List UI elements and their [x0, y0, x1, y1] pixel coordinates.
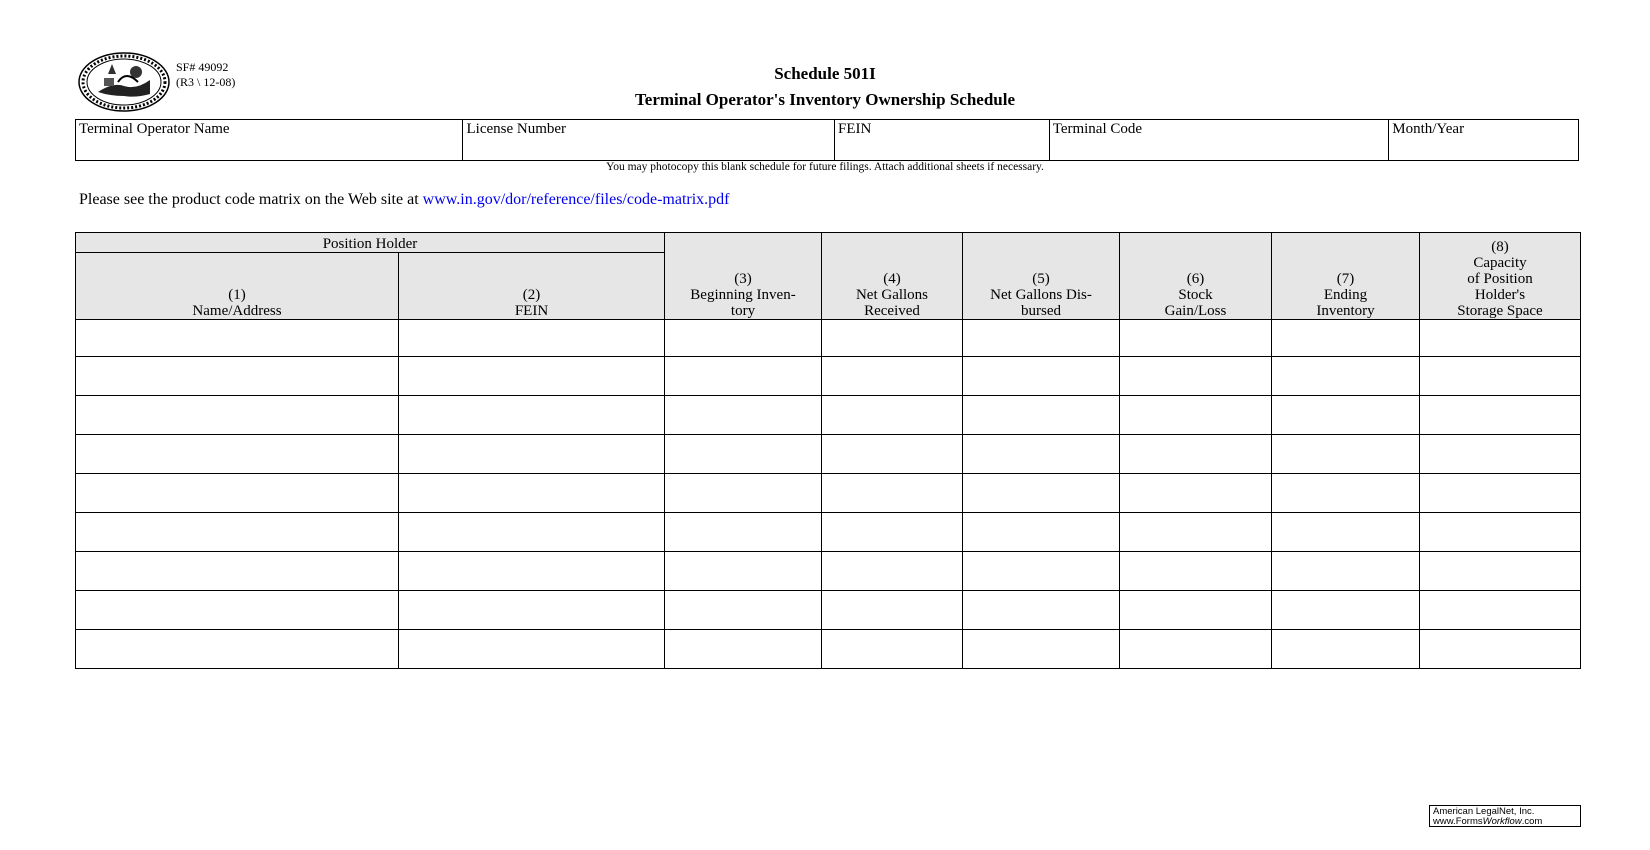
- col-header-line: (8): [1491, 239, 1509, 255]
- entry-cell[interactable]: [963, 513, 1120, 552]
- table-row: [76, 552, 1581, 591]
- entry-cell[interactable]: [399, 320, 665, 357]
- entry-cell[interactable]: [1420, 591, 1581, 630]
- entry-cell[interactable]: [1420, 435, 1581, 474]
- entry-cell[interactable]: [665, 474, 822, 513]
- entry-cell[interactable]: [665, 513, 822, 552]
- american-legalnet-badge: [1429, 805, 1581, 827]
- col-header-line: (4): [883, 271, 901, 287]
- entry-cell[interactable]: [1272, 320, 1420, 357]
- entry-cell[interactable]: [822, 435, 963, 474]
- entry-cell[interactable]: [1420, 396, 1581, 435]
- col-header-4: [822, 233, 963, 320]
- footer-url-b: Workflow: [1482, 816, 1522, 827]
- entry-cell[interactable]: [963, 435, 1120, 474]
- inventory-schedule-table: [75, 232, 1581, 669]
- col-header-5: [963, 233, 1120, 320]
- entry-cell[interactable]: [76, 435, 399, 474]
- col-header-line: Inventory: [1316, 303, 1375, 319]
- entry-cell[interactable]: [399, 513, 665, 552]
- table-row: [76, 474, 1581, 513]
- entry-cell[interactable]: [963, 474, 1120, 513]
- footer-company: American LegalNet, Inc.: [1433, 806, 1535, 817]
- entry-cell[interactable]: [1272, 591, 1420, 630]
- entry-cell[interactable]: [963, 630, 1120, 669]
- entry-cell[interactable]: [399, 396, 665, 435]
- entry-cell[interactable]: [399, 474, 665, 513]
- col-header-line: Beginning Inven-: [690, 287, 796, 303]
- col-header-line: Ending: [1323, 287, 1368, 303]
- col-header-line: Gain/Loss: [1164, 303, 1227, 319]
- entry-cell[interactable]: [822, 474, 963, 513]
- entry-cell[interactable]: [822, 396, 963, 435]
- col-header-line: Net Gallons: [855, 287, 929, 303]
- field-label: Terminal Operator Name: [79, 121, 230, 137]
- schedule-body: [76, 320, 1581, 669]
- entry-cell[interactable]: [1420, 630, 1581, 669]
- entry-cell[interactable]: [822, 357, 963, 396]
- field-label: License Number: [466, 121, 567, 137]
- entry-cell[interactable]: [665, 396, 822, 435]
- month-year-field[interactable]: [1389, 120, 1578, 160]
- table-row: [76, 396, 1581, 435]
- col-header-line: Capacity: [1473, 255, 1527, 271]
- product-code-note: [79, 191, 729, 209]
- operator-info-table: [75, 119, 1579, 161]
- entry-cell[interactable]: [822, 513, 963, 552]
- col-header-3: [665, 233, 822, 320]
- entry-cell[interactable]: [665, 320, 822, 357]
- entry-cell[interactable]: [76, 630, 399, 669]
- entry-cell[interactable]: [822, 552, 963, 591]
- entry-cell[interactable]: [963, 591, 1120, 630]
- entry-cell[interactable]: [76, 474, 399, 513]
- entry-cell[interactable]: [399, 357, 665, 396]
- col-header-line: (5): [1032, 271, 1050, 287]
- entry-cell[interactable]: [665, 357, 822, 396]
- table-row: [76, 513, 1581, 552]
- entry-cell[interactable]: [76, 552, 399, 591]
- col-header-line: Received: [864, 303, 920, 319]
- entry-cell[interactable]: [822, 591, 963, 630]
- footer-url-a: www.Forms: [1433, 816, 1483, 827]
- col-header-8: [1420, 233, 1581, 320]
- entry-cell[interactable]: [1420, 357, 1581, 396]
- license-number-field[interactable]: [463, 120, 835, 160]
- footer-url: [1433, 817, 1577, 827]
- table-row: [76, 435, 1581, 474]
- col-header-1: [76, 253, 399, 320]
- entry-cell[interactable]: [399, 630, 665, 669]
- code-matrix-link[interactable]: www.in.gov/dor/reference/files/code-matrix.pdf: [422, 191, 730, 208]
- col-header-line: bursed: [1021, 303, 1061, 319]
- entry-cell[interactable]: [1272, 435, 1420, 474]
- entry-cell[interactable]: [76, 357, 399, 396]
- entry-cell[interactable]: [1272, 396, 1420, 435]
- entry-cell[interactable]: [665, 591, 822, 630]
- entry-cell[interactable]: [1420, 552, 1581, 591]
- entry-cell[interactable]: [399, 591, 665, 630]
- entry-cell[interactable]: [1420, 513, 1581, 552]
- entry-cell[interactable]: [1120, 513, 1272, 552]
- fein-field[interactable]: [835, 120, 1050, 160]
- entry-cell[interactable]: [822, 320, 963, 357]
- entry-cell[interactable]: [665, 630, 822, 669]
- entry-cell[interactable]: [665, 435, 822, 474]
- entry-cell[interactable]: [1420, 320, 1581, 357]
- entry-cell[interactable]: [76, 320, 399, 357]
- entry-cell[interactable]: [76, 591, 399, 630]
- schedule-title: Schedule 501I: [774, 64, 876, 83]
- photocopy-notice: You may photocopy this blank schedule for future filings. Attach additional sheets if necessary.: [606, 161, 1044, 173]
- col-header-7: [1272, 233, 1420, 320]
- col-header-line: (6): [1186, 271, 1205, 287]
- entry-cell[interactable]: [399, 435, 665, 474]
- position-holder-header: Position Holder: [76, 233, 665, 253]
- terminal-code-field[interactable]: [1050, 120, 1390, 160]
- terminal-operator-name-field[interactable]: [76, 120, 463, 160]
- footer-url-c: .com: [1521, 816, 1543, 827]
- col-header-line: (1): [228, 287, 246, 303]
- entry-cell[interactable]: [963, 396, 1120, 435]
- field-label: Terminal Code: [1052, 121, 1143, 137]
- entry-cell[interactable]: [1120, 396, 1272, 435]
- schedule-subtitle: Terminal Operator's Inventory Ownership Schedule: [635, 90, 1015, 109]
- entry-cell[interactable]: [1120, 630, 1272, 669]
- col-header-6: [1120, 233, 1272, 320]
- col-header-line: Storage Space: [1457, 303, 1543, 319]
- entry-cell[interactable]: [76, 513, 399, 552]
- entry-cell[interactable]: [1120, 591, 1272, 630]
- col-header-line: Holder's: [1474, 287, 1526, 303]
- entry-cell[interactable]: [1272, 552, 1420, 591]
- col-header-line: FEIN: [514, 303, 549, 319]
- col-header-line: (2): [522, 287, 541, 303]
- form-revision: (R3 \ 12-08): [176, 75, 236, 89]
- table-row: [76, 630, 1581, 669]
- entry-cell[interactable]: [1120, 435, 1272, 474]
- entry-cell[interactable]: [1120, 320, 1272, 357]
- entry-cell[interactable]: [1272, 630, 1420, 669]
- table-row: [76, 591, 1581, 630]
- entry-cell[interactable]: [822, 630, 963, 669]
- col-header-line: Stock: [1178, 287, 1213, 303]
- field-label: Month/Year: [1392, 121, 1465, 137]
- entry-cell[interactable]: [963, 552, 1120, 591]
- entry-cell[interactable]: [1120, 474, 1272, 513]
- entry-cell[interactable]: [665, 552, 822, 591]
- table-row: [76, 357, 1581, 396]
- entry-cell[interactable]: [1272, 357, 1420, 396]
- col-header-line: (7): [1336, 271, 1355, 287]
- col-header-line: tory: [730, 303, 756, 319]
- col-header-line: (3): [734, 271, 752, 287]
- field-label: FEIN: [837, 121, 872, 137]
- col-header-line: Net Gallons Dis-: [990, 287, 1092, 303]
- entry-cell[interactable]: [399, 552, 665, 591]
- entry-cell[interactable]: [1272, 474, 1420, 513]
- entry-cell[interactable]: [963, 320, 1120, 357]
- entry-cell[interactable]: [1272, 513, 1420, 552]
- entry-cell[interactable]: [1120, 552, 1272, 591]
- col-header-line: of Position: [1467, 271, 1533, 287]
- entry-cell[interactable]: [1420, 474, 1581, 513]
- col-header-line: Name/Address: [192, 303, 282, 319]
- product-code-text: Please see the product code matrix on the Web site at: [79, 191, 423, 208]
- table-row: [76, 320, 1581, 357]
- entry-cell[interactable]: [1120, 357, 1272, 396]
- col-header-2: [399, 253, 665, 320]
- form-number: SF# 49092: [176, 60, 229, 74]
- entry-cell[interactable]: [963, 357, 1120, 396]
- entry-cell[interactable]: [76, 396, 399, 435]
